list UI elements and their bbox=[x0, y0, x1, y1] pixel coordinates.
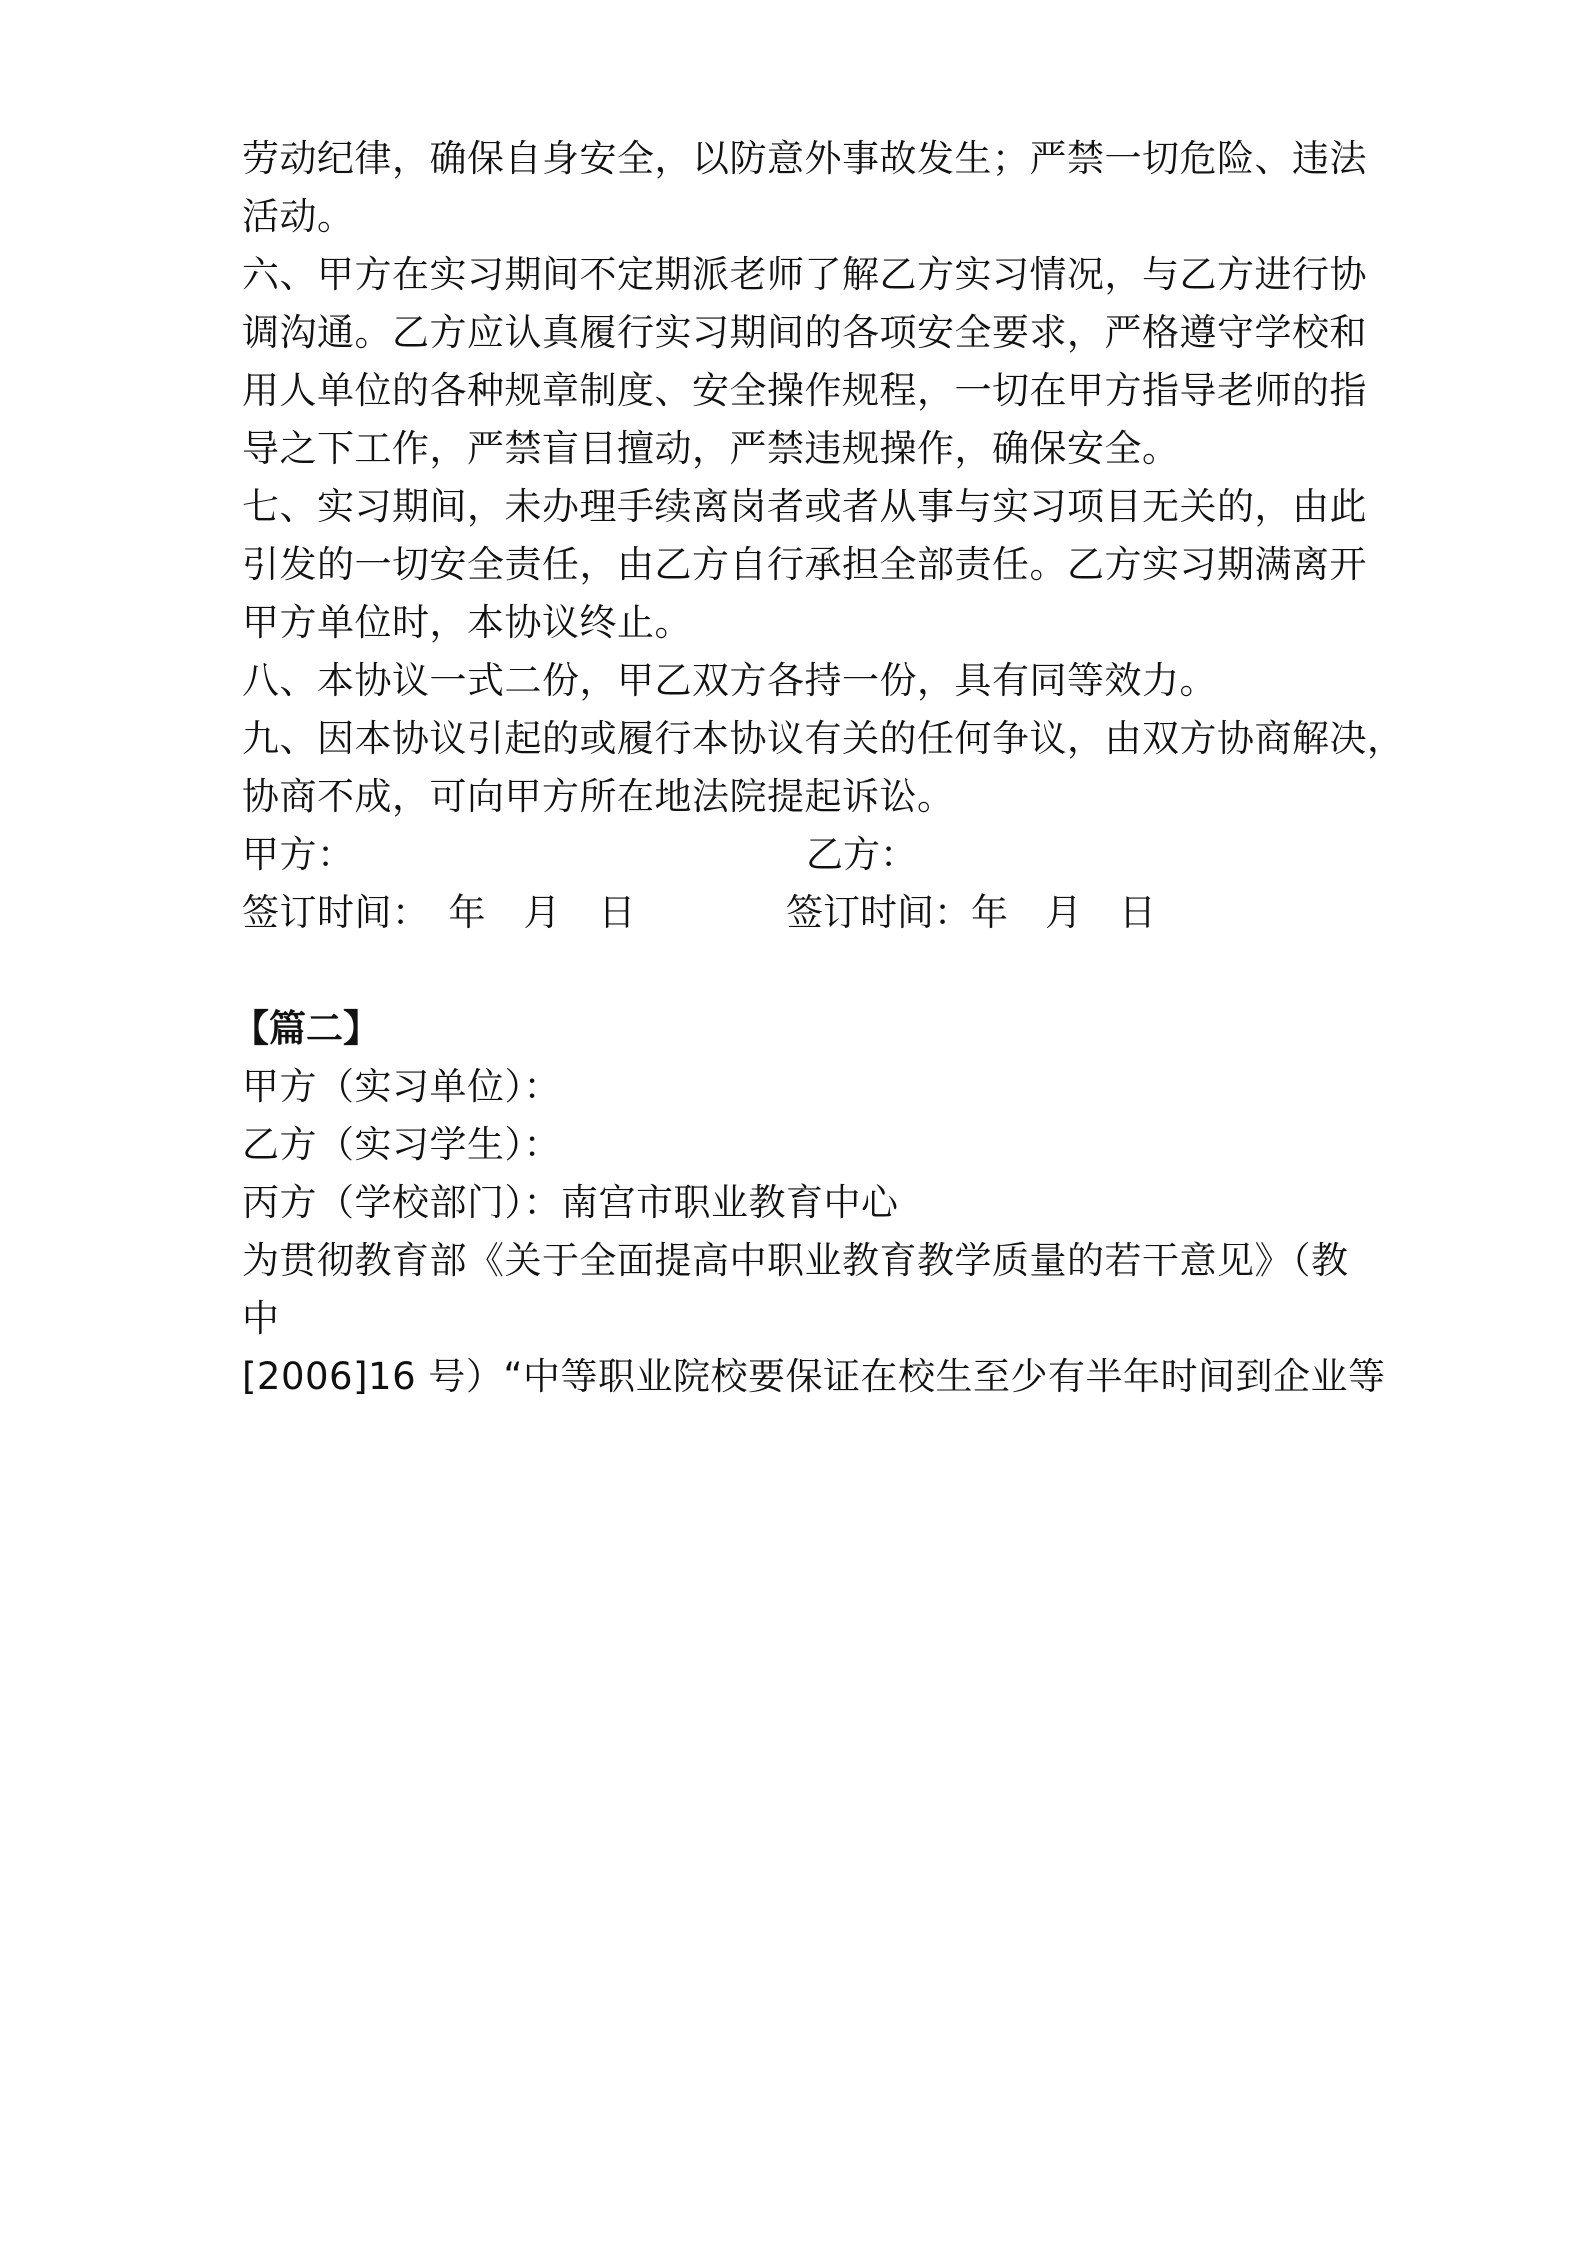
paragraph-line: 调沟通。乙方应认真履行实习期间的各项安全要求，严格遵守学校和 bbox=[242, 311, 1367, 354]
paragraph-line: 协商不成，可向甲方所在地法院提起诉讼。 bbox=[242, 775, 955, 818]
party-a-signature-label: 甲方： bbox=[242, 833, 355, 876]
section-heading: 【篇二】 bbox=[232, 1007, 380, 1050]
party-b-sign-date: 签订时间：年 月 日 bbox=[786, 891, 1156, 934]
paragraph-line: 九、因本协议引起的或履行本协议有关的任何争议，由双方协商解决， bbox=[242, 717, 1405, 760]
paragraph-line: 七、实习期间，未办理手续离岗者或者从事与实习项目无关的，由此 bbox=[242, 485, 1367, 528]
paragraph-line: 丙方（学校部门）：南宫市职业教育中心 bbox=[242, 1181, 899, 1224]
paragraph-line: 活动。 bbox=[242, 195, 355, 238]
paragraph-line: 引发的一切安全责任，由乙方自行承担全部责任。乙方实习期满离开 bbox=[242, 543, 1367, 586]
paragraph-line: 中 bbox=[242, 1297, 280, 1340]
paragraph-line: 导之下工作，严禁盲目擅动，严禁违规操作，确保安全。 bbox=[242, 427, 1180, 470]
paragraph-line: 甲方单位时，本协议终止。 bbox=[242, 601, 692, 644]
paragraph-line: 为贯彻教育部《关于全面提高中职业教育教学质量的若干意见》（教 bbox=[242, 1239, 1349, 1282]
paragraph-line: 乙方（实习学生）： bbox=[242, 1123, 561, 1166]
paragraph-line: 六、甲方在实习期间不定期派老师了解乙方实习情况，与乙方进行协 bbox=[242, 253, 1367, 296]
party-a-sign-date: 签订时间： 年 月 日 bbox=[242, 891, 636, 934]
paragraph-line: 甲方（实习单位）： bbox=[242, 1065, 561, 1108]
party-b-signature-label: 乙方： bbox=[806, 833, 917, 876]
paragraph-line: 用人单位的各种规章制度、安全操作规程，一切在甲方指导老师的指 bbox=[242, 369, 1367, 412]
paragraph-line: 劳动纪律，确保自身安全，以防意外事故发生；严禁一切危险、违法 bbox=[242, 137, 1367, 180]
paragraph-line: [2006]16 号）“中等职业院校要保证在校生至少有半年时间到企业等 bbox=[242, 1355, 1386, 1398]
paragraph-line: 八、本协议一式二份，甲乙双方各持一份，具有同等效力。 bbox=[242, 659, 1217, 702]
